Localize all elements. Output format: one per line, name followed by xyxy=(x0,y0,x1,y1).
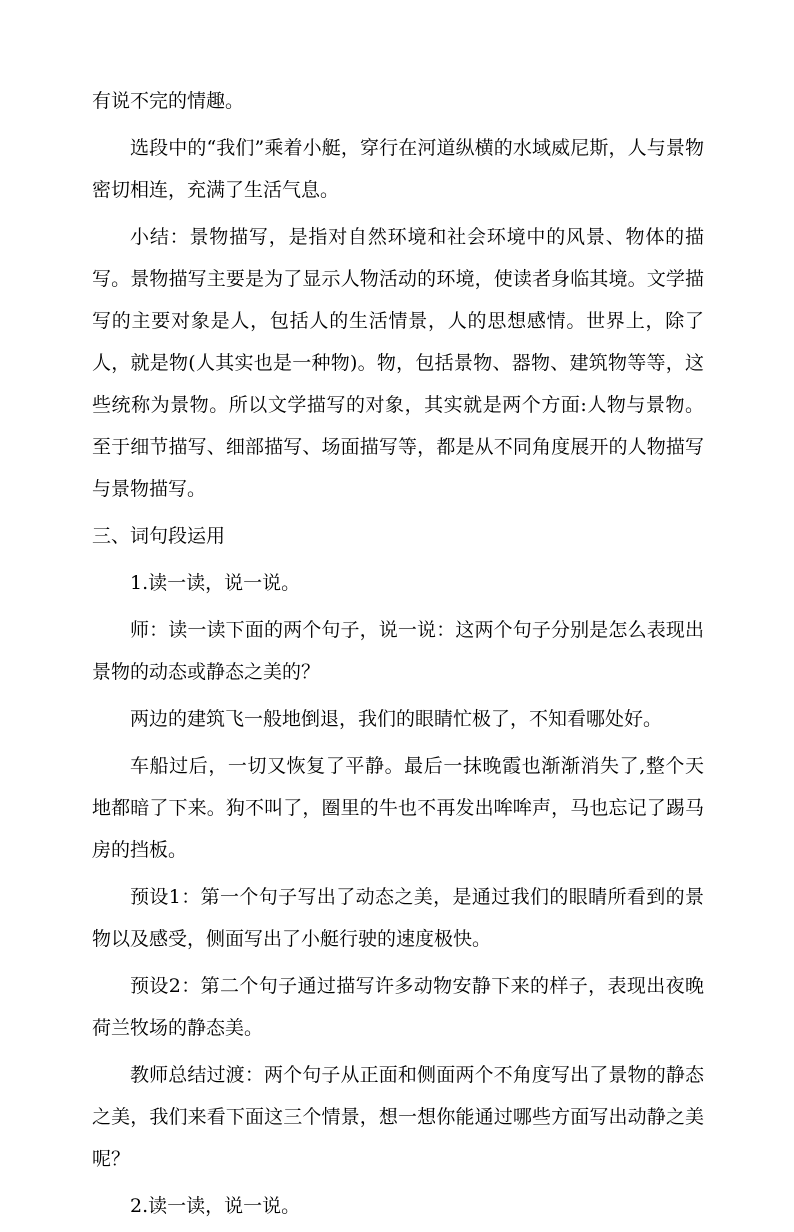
paragraph-summary: 小结：景物描写，是指对自然环境和社会环境中的风景、物体的描写。景物描写主要是为了显示人物活动的环境，使读者身临其境。文学描写的主要对象是人，包括人的生活情景，人的思想感情。世界上，除了人，就是物(人其实也是一种物)。物，包括景物、器物、建筑物等等，这些统称为景物。所以文学描写的对象，其实就是两个方面:人物与景物。至于细节描写、细部描写、场面描写等，都是从不同角度展开的人物描写与景物描写。 xyxy=(92,226,704,500)
paragraph-excerpt-analysis: 选段中的“我们”乘着小艇，穿行在河道纵横的水域威尼斯，人与景物密切相连，充满了生活气息。 xyxy=(92,137,704,201)
paragraph-continuation: 有说不完的情趣。 xyxy=(92,90,245,112)
exercise-heading-2: 2.读一读，说一说。 xyxy=(130,1195,301,1217)
paragraph-sentence-2: 车船过后，一切又恢复了平静。最后一抹晚霞也渐渐消失了,整个天地都暗了下来。狗不叫了，圈里的牛也不再发出哞哞声，马也忘记了踢马房的挡板。 xyxy=(92,755,704,861)
document-body xyxy=(92,80,704,1232)
paragraph-preset-1: 预设1：第一个句子写出了动态之美，是通过我们的眼睛所看到的景物以及感受，侧面写出了小艇行驶的速度极快。 xyxy=(92,886,704,950)
paragraph-teacher-summary: 教师总结过渡：两个句子从正面和侧面两个不角度写出了景物的静态之美，我们来看下面这三个情景，想一想你能通过哪些方面写出动静之美呢？ xyxy=(92,1064,704,1170)
paragraph-sentence-1: 两边的建筑飞一般地倒退，我们的眼睛忙极了，不知看哪处好。 xyxy=(130,708,663,730)
section-heading: 三、词句段运用 xyxy=(92,525,226,547)
paragraph-preset-2: 预设2：第二个句子通过描写许多动物安静下来的样子，表现出夜晚荷兰牧场的静态美。 xyxy=(92,975,704,1039)
exercise-heading-1: 1.读一读，说一说。 xyxy=(130,572,301,594)
paragraph-teacher-prompt: 师：读一读下面的两个句子，说一说：这两个句子分别是怎么表现出景物的动态或静态之美的？ xyxy=(92,619,704,683)
